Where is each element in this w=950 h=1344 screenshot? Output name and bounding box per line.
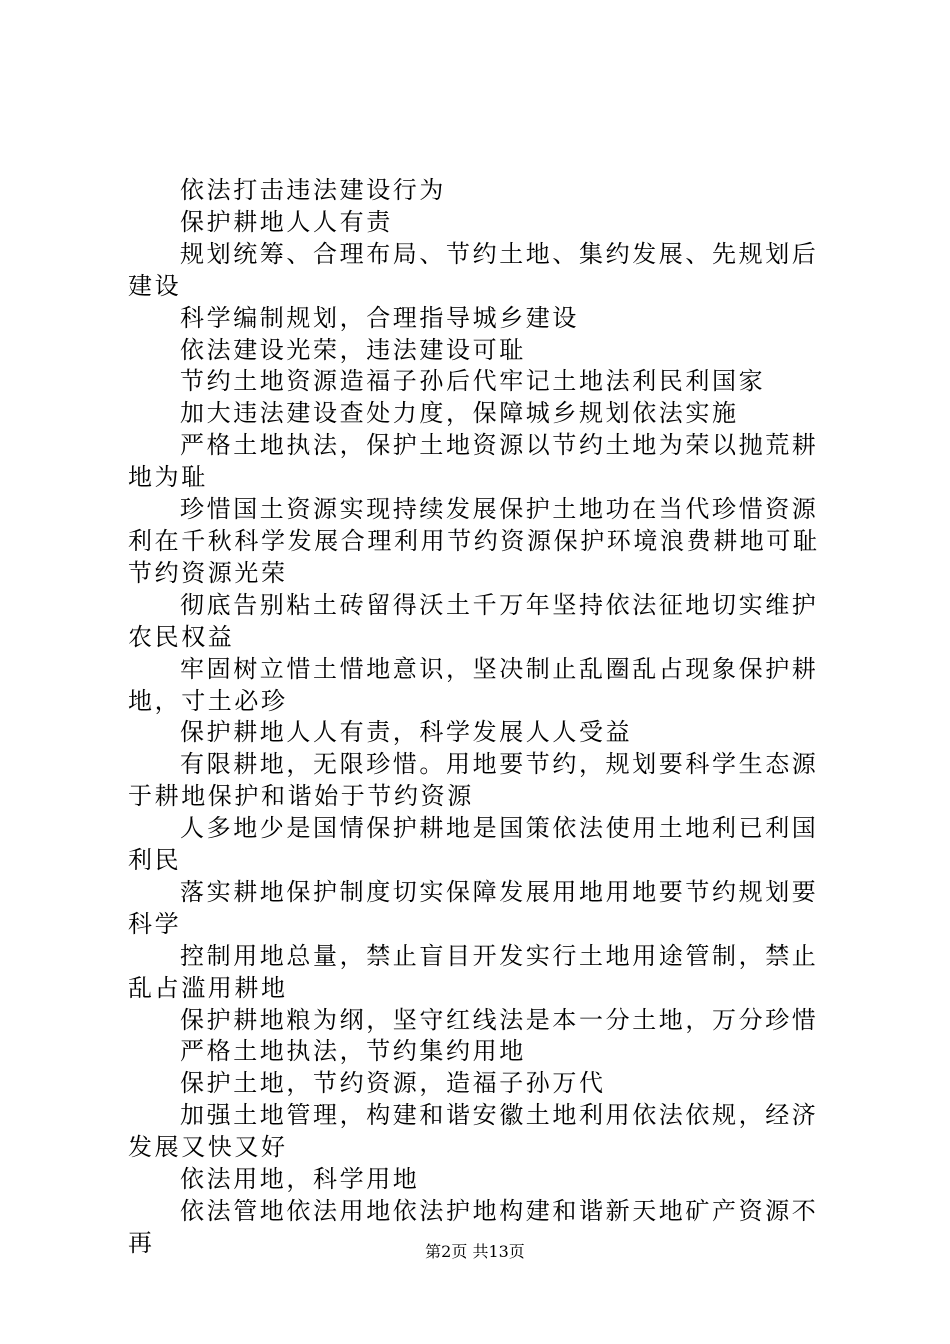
paragraph-13: 有限耕地，无限珍惜。用地要节约，规划要科学生态源于耕地保护和谐始于节约资源	[128, 750, 819, 811]
paragraph-11: 牢固树立惜土惜地意识，坚决制止乱圈乱占现象保护耕地，寸土必珍	[128, 654, 819, 715]
paragraph-14: 人多地少是国情保护耕地是国策依法使用土地利已利国利民	[128, 814, 819, 875]
paragraph-5: 依法建设光荣，违法建设可耻	[180, 335, 526, 364]
paragraph-4: 科学编制规划，合理指导城乡建设	[180, 303, 579, 332]
paragraph-12: 保护耕地人人有责，科学发展人人受益	[180, 718, 633, 747]
paragraph-18: 严格土地执法，节约集约用地	[180, 1037, 526, 1066]
paragraph-6: 节约土地资源造福子孙后代牢记土地法利民利国家	[180, 367, 766, 396]
paragraph-15: 落实耕地保护制度切实保障发展用地用地要节约规划要科学	[128, 877, 819, 938]
paragraph-8: 严格土地执法，保护土地资源以节约土地为荣以抛荒耕地为耻	[128, 431, 819, 492]
paragraph-16: 控制用地总量，禁止盲目开发实行土地用途管制，禁止乱占滥用耕地	[128, 941, 819, 1002]
paragraph-3: 规划统筹、合理布局、节约土地、集约发展、先规划后建设	[128, 239, 819, 300]
paragraph-9: 珍惜国土资源实现持续发展保护土地功在当代珍惜资源利在千秋科学发展合理利用节约资源保护环境浪费耕地可耻节约资源光荣	[128, 495, 820, 587]
paragraph-19: 保护土地，节约资源，造福子孙万代	[180, 1069, 606, 1098]
paragraph-22: 依法管地依法用地依法护地构建和谐新天地矿产资源不再	[128, 1197, 819, 1257]
paragraph-20: 加强土地管理，构建和谐安徽土地利用依法依规，经济发展又快又好	[128, 1101, 819, 1162]
paragraph-2: 保护耕地人人有责	[180, 207, 393, 236]
document-body	[128, 175, 834, 1260]
paragraph-10: 彻底告别粘土砖留得沃土千万年坚持依法征地切实维护农民权益	[128, 590, 819, 651]
paragraph-21: 依法用地，科学用地	[180, 1165, 420, 1194]
paragraph-1: 依法打击违法建设行为	[180, 176, 446, 204]
paragraph-7: 加大违法建设查处力度，保障城乡规划依法实施	[180, 399, 739, 428]
paragraph-17: 保护耕地粮为纲，坚守红线法是本一分土地，万分珍惜	[180, 1005, 819, 1034]
page-number-footer: 第2页 共13页	[425, 1242, 525, 1261]
